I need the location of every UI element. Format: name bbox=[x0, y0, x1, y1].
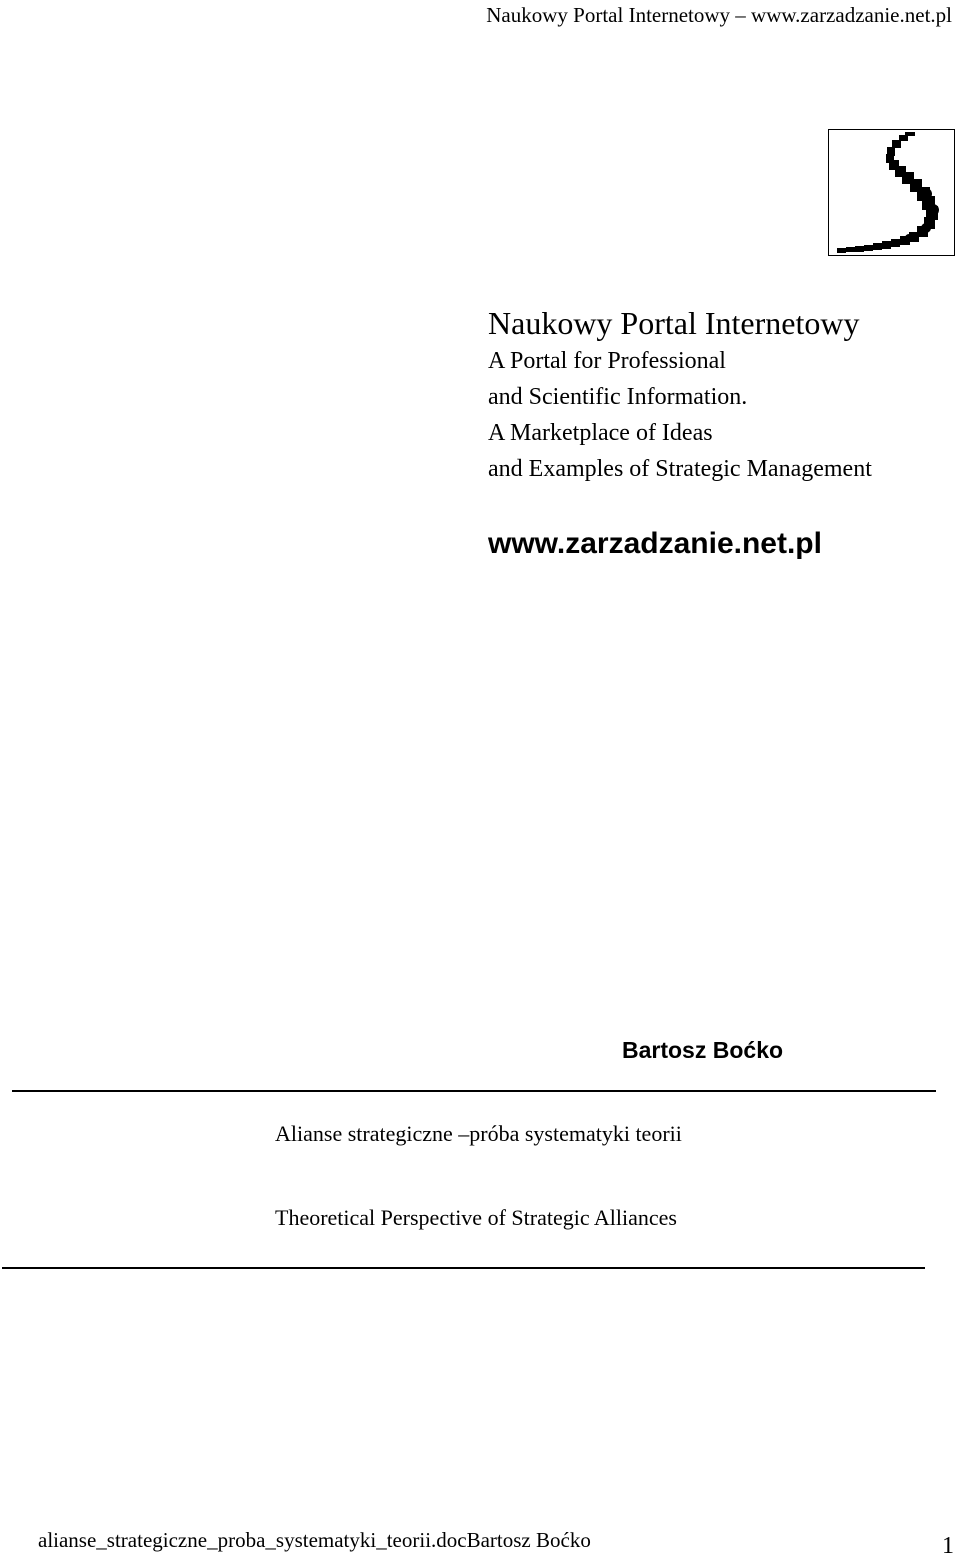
stylized-s-logo-icon bbox=[829, 130, 953, 254]
divider bbox=[12, 1090, 936, 1092]
portal-info bbox=[488, 303, 958, 487]
footer-file-info: alianse_strategiczne_proba_systematyki_teorii.docBartosz Boćko bbox=[38, 1528, 591, 1552]
author-name: Bartosz Boćko bbox=[622, 1037, 784, 1063]
tagline-line: A Marketplace of Ideas bbox=[488, 420, 713, 446]
portal-title: Naukowy Portal Internetowy bbox=[488, 305, 860, 341]
page-number: 1 bbox=[942, 1533, 954, 1559]
tagline-line: A Portal for Professional bbox=[488, 348, 726, 374]
logo bbox=[828, 129, 955, 256]
tagline-line: and Examples of Strategic Management bbox=[488, 456, 872, 482]
running-header: Naukowy Portal Internetowy – www.zarzadzanie.net.pl bbox=[486, 3, 952, 27]
site-url: www.zarzadzanie.net.pl bbox=[488, 527, 822, 560]
divider bbox=[2, 1267, 925, 1269]
article-title-english: Theoretical Perspective of Strategic Alliances bbox=[275, 1205, 677, 1230]
article-title-polish: Alianse strategiczne –próba systematyki teorii bbox=[275, 1121, 682, 1146]
tagline-line: and Scientific Information. bbox=[488, 384, 748, 410]
